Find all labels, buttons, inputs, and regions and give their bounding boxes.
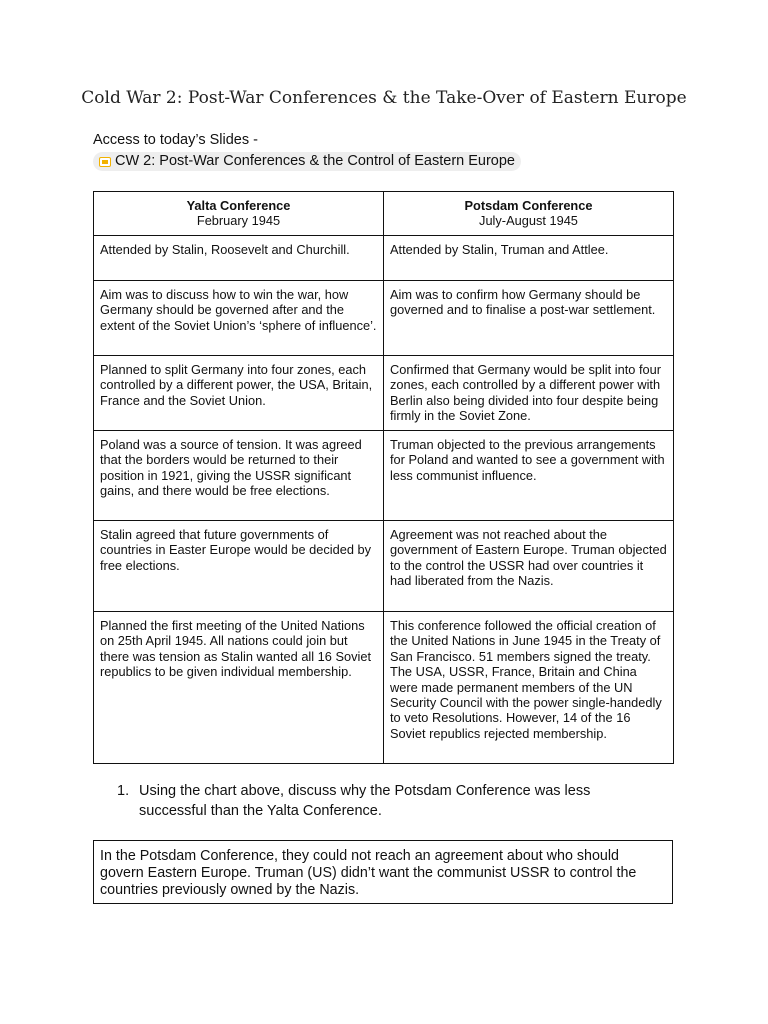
question-item (117, 781, 657, 821)
potsdam-cell: Confirmed that Germany would be split into four zones, each controlled by a different power with Berlin also being divided into four despite being firmly in the Soviet Zone. (384, 356, 674, 431)
potsdam-cell: This conference followed the official creation of the United Nations in June 1945 in the Treaty of San Francisco. 51 members signed the treaty. The USA, USSR, France, Britain and China were made permanent members of the UN Security Council with the power single-handedly to veto Resolutions. However, 14 of the 16 Soviet republics rejected membership. (384, 612, 674, 764)
potsdam-cell: Agreement was not reached about the government of Eastern Europe. Truman objected to the control the USSR had over countries it had liberated from the Nazis. (384, 521, 674, 612)
slides-link-label[interactable]: CW 2: Post-War Conferences & the Control of Eastern Europe (115, 153, 515, 169)
yalta-cell: Poland was a source of tension. It was agreed that the borders would be returned to their position in 1921, giving the USSR significant gains, and there would be free elections. (94, 431, 384, 521)
header-yalta-date: February 1945 (196, 213, 281, 229)
slides-icon (99, 157, 111, 167)
header-potsdam-date: July-August 1945 (479, 213, 578, 229)
yalta-cell: Attended by Stalin, Roosevelt and Churchill. (94, 236, 384, 281)
header-potsdam-name: Potsdam Conference (464, 198, 593, 213)
potsdam-cell: Truman objected to the previous arrangements for Poland and wanted to see a government with less communist influence. (384, 431, 674, 521)
slides-link-chip[interactable] (93, 152, 521, 171)
yalta-cell: Aim was to discuss how to win the war, how Germany should be governed after and the extent of the Soviet Union’s ‘sphere of influence’. (94, 281, 384, 356)
table-row (94, 521, 674, 612)
yalta-cell: Stalin agreed that future governments of countries in Easter Europe would be decided by free elections. (94, 521, 384, 612)
question-number: 1. (117, 783, 130, 799)
table-header-row (94, 192, 674, 236)
slides-access-label: Access to today’s Slides - (93, 132, 258, 148)
yalta-cell: Planned the first meeting of the United Nations on 25th April 1945. All nations could join but there was tension as Stalin wanted all 16 Soviet republics to be given individual membership. (94, 612, 384, 764)
answer-box[interactable]: In the Potsdam Conference, they could not reach an agreement about who should govern Eastern Europe. Truman (US) didn’t want the communist USSR to control the countries previously owned by the Nazis. (93, 840, 673, 904)
header-yalta (94, 192, 384, 236)
table-row (94, 281, 674, 356)
table-row (94, 236, 674, 281)
yalta-cell: Planned to split Germany into four zones, each controlled by a different power, the USA, Britain, France and the Soviet Union. (94, 356, 384, 431)
header-yalta-name: Yalta Conference (186, 198, 291, 213)
question-text: Using the chart above, discuss why the Potsdam Conference was less successful than the Yalta Conference. (139, 783, 591, 819)
potsdam-cell: Aim was to confirm how Germany should be governed and to finalise a post-war settlement. (384, 281, 674, 356)
table-row (94, 612, 674, 764)
header-potsdam (384, 192, 674, 236)
potsdam-cell: Attended by Stalin, Truman and Attlee. (384, 236, 674, 281)
page-title: Cold War 2: Post-War Conferences & the Take-Over of Eastern Europe (81, 88, 687, 108)
table-row (94, 356, 674, 431)
table-row (94, 431, 674, 521)
comparison-table (93, 191, 674, 764)
